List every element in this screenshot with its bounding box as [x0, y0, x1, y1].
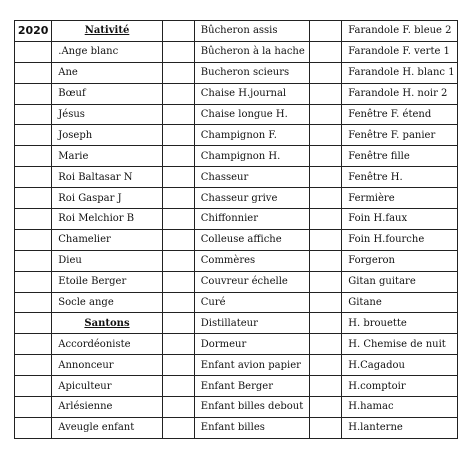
- checkbox-cell[interactable]: [162, 146, 194, 167]
- checkbox-cell[interactable]: [310, 397, 342, 418]
- item-name: Fenêtre fille: [342, 146, 458, 167]
- table-row: [15, 188, 458, 209]
- item-name: Marie: [52, 146, 162, 167]
- checkbox-cell[interactable]: [15, 417, 52, 438]
- checkbox-cell[interactable]: [15, 125, 52, 146]
- checkbox-cell[interactable]: [310, 41, 342, 62]
- table-row: [15, 21, 458, 42]
- item-name: Champignon H.: [194, 146, 309, 167]
- checkbox-cell[interactable]: [162, 62, 194, 83]
- checkbox-cell[interactable]: [162, 209, 194, 230]
- checkbox-cell[interactable]: [15, 167, 52, 188]
- checkbox-cell[interactable]: [15, 355, 52, 376]
- item-name: Chasseur: [194, 167, 309, 188]
- table-row: [15, 229, 458, 250]
- checkbox-cell[interactable]: [310, 334, 342, 355]
- checkbox-cell[interactable]: [15, 292, 52, 313]
- checkbox-cell[interactable]: [162, 334, 194, 355]
- item-name: Bucheron scieurs: [194, 62, 309, 83]
- checkbox-cell[interactable]: [310, 125, 342, 146]
- item-name: Farandole H. blanc 1: [342, 62, 458, 83]
- item-name: H.hamac: [342, 397, 458, 418]
- item-name: Bœuf: [52, 83, 162, 104]
- table-row: [15, 104, 458, 125]
- item-name: Chaise longue H.: [194, 104, 309, 125]
- item-name: Accordéoniste: [52, 334, 162, 355]
- checkbox-cell[interactable]: [310, 313, 342, 334]
- checkbox-cell[interactable]: [15, 397, 52, 418]
- checkbox-cell[interactable]: [162, 104, 194, 125]
- item-name: .Ange blanc: [52, 41, 162, 62]
- checkbox-cell[interactable]: [162, 376, 194, 397]
- table-row: [15, 146, 458, 167]
- section-heading: Nativité: [52, 21, 162, 42]
- item-name: Joseph: [52, 125, 162, 146]
- table-row: [15, 355, 458, 376]
- item-name: Aveugle enfant: [52, 417, 162, 438]
- item-name: Couvreur échelle: [194, 271, 309, 292]
- item-name: Gitan guitare: [342, 271, 458, 292]
- item-name: Chaise H.journal: [194, 83, 309, 104]
- table-row: [15, 83, 458, 104]
- checkbox-cell[interactable]: [162, 292, 194, 313]
- item-name: Gitane: [342, 292, 458, 313]
- item-name: Bûcheron assis: [194, 21, 309, 42]
- checkbox-cell[interactable]: [162, 188, 194, 209]
- item-name: Dieu: [52, 250, 162, 271]
- checkbox-cell[interactable]: [15, 229, 52, 250]
- item-name: Commères: [194, 250, 309, 271]
- checkbox-cell[interactable]: [310, 62, 342, 83]
- item-name: Distillateur: [194, 313, 309, 334]
- checkbox-cell[interactable]: [15, 271, 52, 292]
- item-name: Chasseur grive: [194, 188, 309, 209]
- checkbox-cell[interactable]: [15, 313, 52, 334]
- item-name: Fenêtre H.: [342, 167, 458, 188]
- item-name: Annonceur: [52, 355, 162, 376]
- item-name: Enfant billes debout: [194, 397, 309, 418]
- checkbox-cell[interactable]: [310, 83, 342, 104]
- checkbox-cell[interactable]: [15, 146, 52, 167]
- checkbox-cell[interactable]: [162, 313, 194, 334]
- item-name: H.comptoir: [342, 376, 458, 397]
- item-name: Foin H.fourche: [342, 229, 458, 250]
- checkbox-cell[interactable]: [162, 271, 194, 292]
- checkbox-cell[interactable]: [162, 41, 194, 62]
- checkbox-cell[interactable]: [15, 188, 52, 209]
- checkbox-cell[interactable]: [15, 83, 52, 104]
- item-name: Champignon F.: [194, 125, 309, 146]
- item-name: Socle ange: [52, 292, 162, 313]
- table-row: [15, 292, 458, 313]
- checkbox-cell[interactable]: [162, 250, 194, 271]
- table-row: [15, 41, 458, 62]
- item-name: Fenêtre F. panier: [342, 125, 458, 146]
- item-name: Farandole F. bleue 2: [342, 21, 458, 42]
- item-name: Forgeron: [342, 250, 458, 271]
- checkbox-cell[interactable]: [310, 376, 342, 397]
- item-name: Colleuse affiche: [194, 229, 309, 250]
- item-name: Roi Gaspar J: [52, 188, 162, 209]
- item-name: Roi Melchior B: [52, 209, 162, 230]
- item-name: Enfant billes: [194, 417, 309, 438]
- item-name: Apiculteur: [52, 376, 162, 397]
- checkbox-cell[interactable]: [310, 355, 342, 376]
- checkbox-cell[interactable]: [162, 229, 194, 250]
- checkbox-cell[interactable]: [162, 83, 194, 104]
- table-row: [15, 397, 458, 418]
- checkbox-cell[interactable]: [162, 125, 194, 146]
- checkbox-cell[interactable]: [310, 104, 342, 125]
- item-name: Farandole F. verte 1: [342, 41, 458, 62]
- checkbox-cell[interactable]: [310, 167, 342, 188]
- checklist-body: [15, 21, 458, 439]
- item-name: Etoile Berger: [52, 271, 162, 292]
- table-row: [15, 250, 458, 271]
- checkbox-cell[interactable]: [162, 397, 194, 418]
- item-name: Enfant Berger: [194, 376, 309, 397]
- item-name: Ane: [52, 62, 162, 83]
- checkbox-cell[interactable]: [310, 209, 342, 230]
- checkbox-cell[interactable]: [310, 146, 342, 167]
- checkbox-cell[interactable]: [15, 376, 52, 397]
- item-name: Arlésienne: [52, 397, 162, 418]
- table-row: [15, 271, 458, 292]
- item-name: Foin H.faux: [342, 209, 458, 230]
- checkbox-cell[interactable]: [162, 355, 194, 376]
- item-name: Roi Baltasar N: [52, 167, 162, 188]
- checkbox-cell[interactable]: [162, 417, 194, 438]
- table-row: [15, 334, 458, 355]
- table-row: [15, 209, 458, 230]
- year-cell: 2020: [15, 21, 52, 42]
- table-row: [15, 376, 458, 397]
- item-name: H.lanterne: [342, 417, 458, 438]
- table-row: [15, 62, 458, 83]
- item-name: Chamelier: [52, 229, 162, 250]
- checkbox-cell[interactable]: [15, 41, 52, 62]
- checkbox-cell[interactable]: [310, 250, 342, 271]
- item-name: Fenêtre F. étend: [342, 104, 458, 125]
- checkbox-cell[interactable]: [15, 62, 52, 83]
- item-name: Dormeur: [194, 334, 309, 355]
- checkbox-cell[interactable]: [310, 188, 342, 209]
- item-name: Jésus: [52, 104, 162, 125]
- checkbox-cell[interactable]: [15, 209, 52, 230]
- item-name: Enfant avion papier: [194, 355, 309, 376]
- checkbox-cell[interactable]: [15, 334, 52, 355]
- checkbox-cell[interactable]: [15, 104, 52, 125]
- checkbox-cell[interactable]: [162, 21, 194, 42]
- table-row: [15, 125, 458, 146]
- section-heading: Santons: [52, 313, 162, 334]
- item-name: H. Chemise de nuit: [342, 334, 458, 355]
- table-row: [15, 417, 458, 438]
- checkbox-cell[interactable]: [162, 167, 194, 188]
- item-name: Bûcheron à la hache: [194, 41, 309, 62]
- item-name: H.Cagadou: [342, 355, 458, 376]
- item-name: Farandole H. noir 2: [342, 83, 458, 104]
- table-row: [15, 313, 458, 334]
- item-name: Chiffonnier: [194, 209, 309, 230]
- checkbox-cell[interactable]: [310, 417, 342, 438]
- item-name: Fermière: [342, 188, 458, 209]
- checkbox-cell[interactable]: [310, 229, 342, 250]
- item-name: Curé: [194, 292, 309, 313]
- santons-checklist-table: [14, 20, 458, 439]
- table-row: [15, 167, 458, 188]
- item-name: H. brouette: [342, 313, 458, 334]
- checkbox-cell[interactable]: [310, 271, 342, 292]
- checkbox-cell[interactable]: [310, 21, 342, 42]
- checkbox-cell[interactable]: [15, 250, 52, 271]
- checkbox-cell[interactable]: [310, 292, 342, 313]
